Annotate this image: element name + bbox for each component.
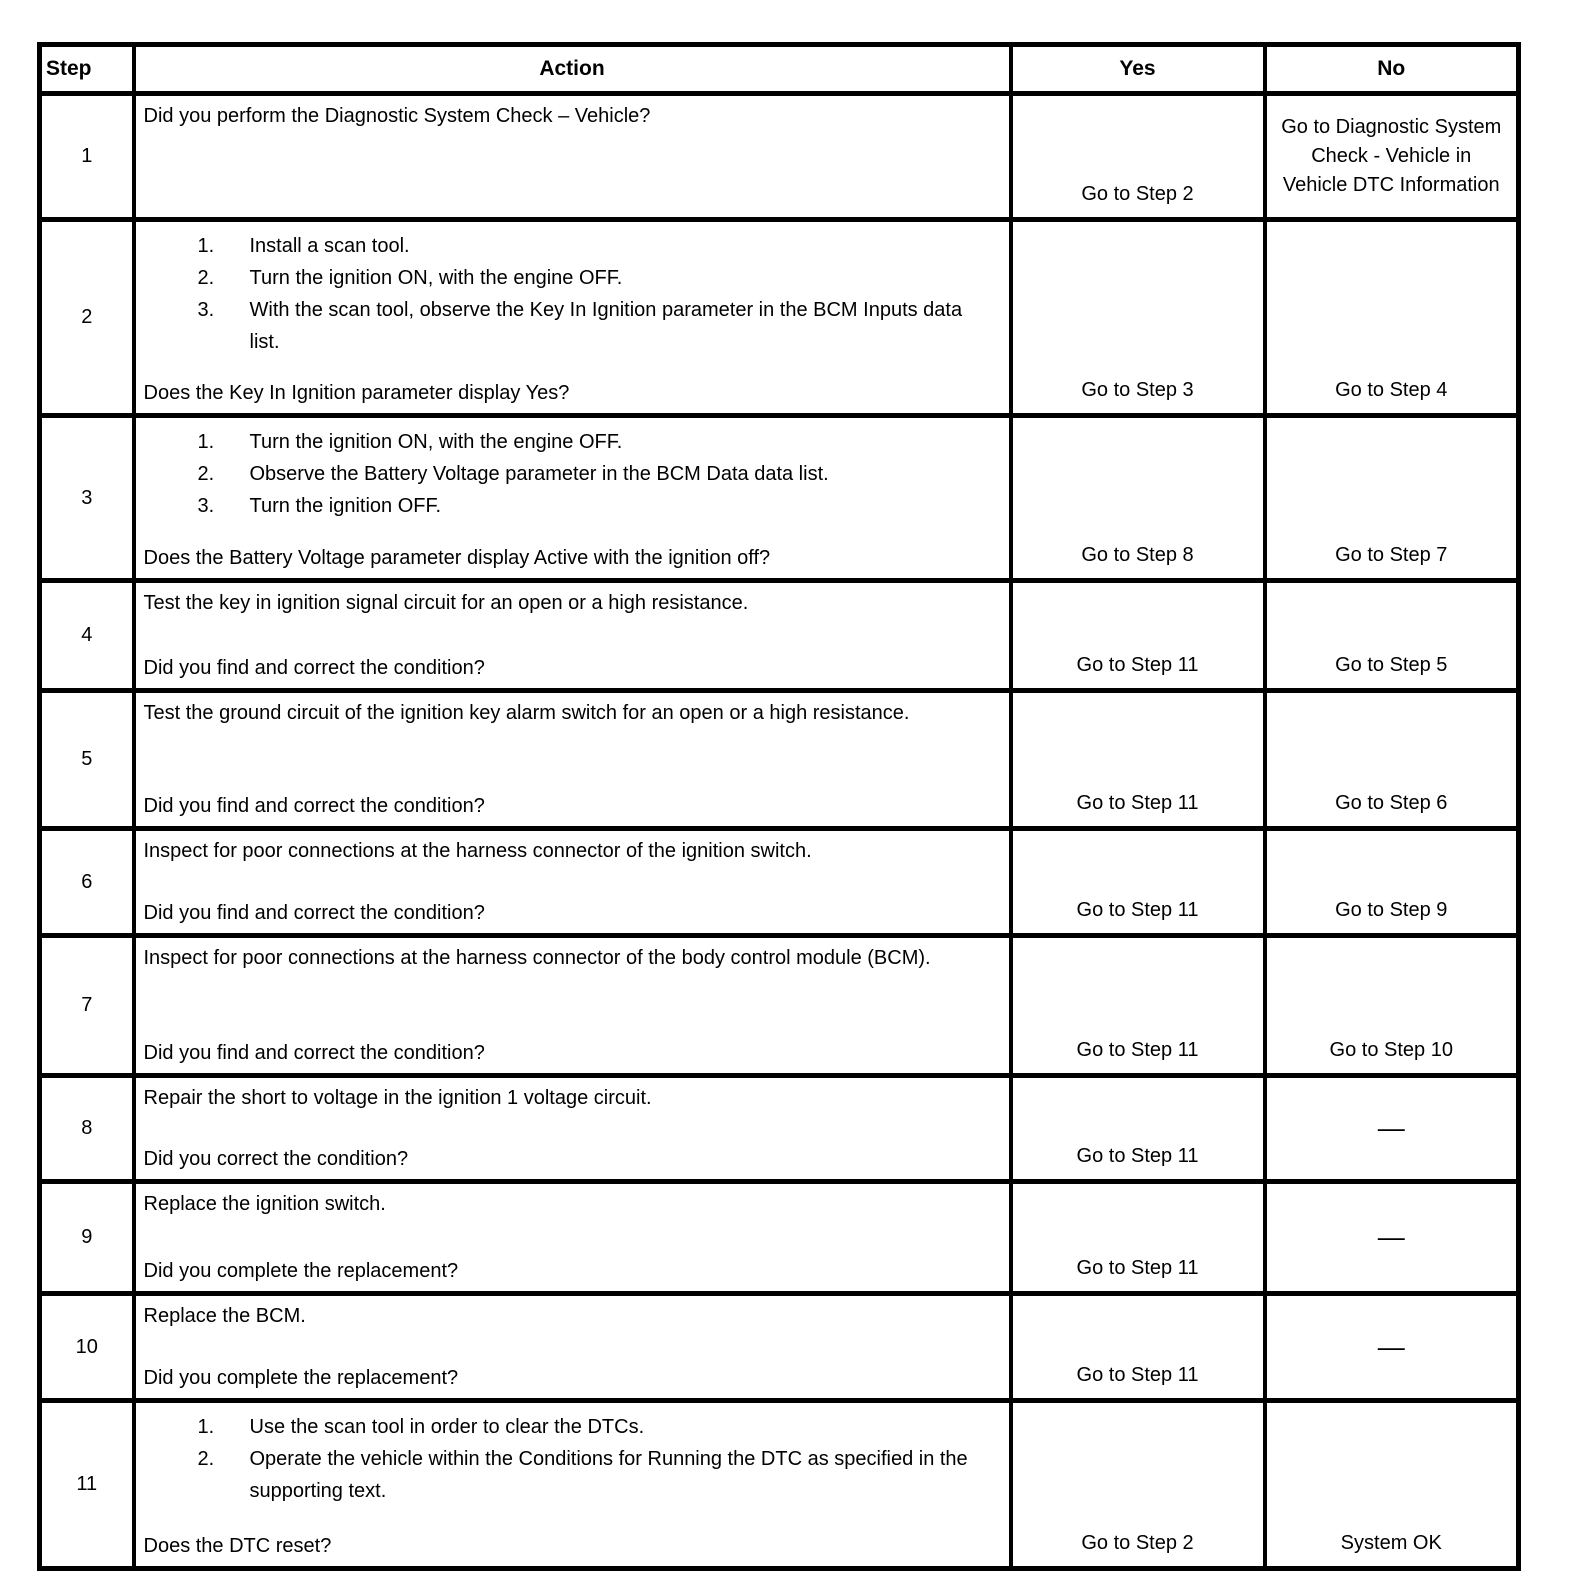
no-value: Go to Step 6 [1335, 792, 1448, 814]
step-number: 4 [81, 624, 93, 646]
list-text: Turn the ignition ON, with the engine OFF. [249, 431, 623, 453]
step-number: 1 [81, 145, 93, 167]
action-description: Did you perform the Diagnostic System Check – Vehicle? [143, 105, 651, 127]
list-text: Install a scan tool. [249, 235, 410, 257]
yes-cell [1011, 1294, 1265, 1401]
list-number: 2. [197, 267, 215, 289]
step-number: 11 [76, 1473, 98, 1495]
table-row [40, 691, 1519, 829]
yes-cell [1011, 1076, 1265, 1182]
action-cell [134, 581, 1011, 691]
no-value: — [1377, 1331, 1405, 1362]
diagnostic-table [37, 42, 1521, 1571]
diagnostic-table-sheet [37, 42, 1521, 1571]
yes-value: Go to Step 2 [1081, 183, 1194, 205]
step-number: 9 [81, 1226, 93, 1248]
action-cell [134, 1182, 1011, 1294]
no-value: Go to Step 7 [1335, 544, 1448, 566]
yes-value: Go to Step 8 [1081, 544, 1194, 566]
yes-cell [1011, 829, 1265, 936]
no-cell [1265, 1401, 1519, 1569]
no-cell [1265, 1076, 1519, 1182]
yes-value: Go to Step 3 [1081, 379, 1194, 401]
action-cell [134, 220, 1011, 416]
action-list-item [144, 262, 1001, 294]
no-cell [1265, 1182, 1519, 1294]
step-number: 8 [81, 1117, 93, 1139]
table-row [40, 1076, 1519, 1182]
action-question: Does the Key In Ignition parameter display Yes? [143, 382, 570, 404]
list-number: 1. [197, 235, 215, 257]
step-cell [40, 220, 134, 416]
column-header-yes: Yes [1011, 45, 1265, 94]
table-row [40, 220, 1519, 416]
table-row [40, 1294, 1519, 1401]
step-number: 10 [75, 1335, 98, 1358]
action-list-item [144, 294, 1001, 358]
action-description: Inspect for poor connections at the harness connector of the body control module (BCM). [143, 947, 931, 969]
step-number: 5 [81, 748, 93, 770]
column-header-no: No [1265, 45, 1519, 94]
action-steps-list [144, 426, 1001, 522]
action-steps-list [144, 1411, 1001, 1507]
yes-value: Go to Step 2 [1081, 1532, 1194, 1554]
action-description: Replace the ignition switch. [143, 1193, 386, 1215]
no-cell [1265, 829, 1519, 936]
action-question: Did you find and correct the condition? [143, 1042, 485, 1064]
no-value: Go to Step 10 [1329, 1039, 1453, 1061]
no-value: — [1377, 1113, 1405, 1143]
action-cell [134, 1076, 1011, 1182]
step-number: 6 [81, 870, 93, 893]
list-text: Observe the Battery Voltage parameter in the BCM Data data list. [249, 463, 829, 485]
action-steps-list [144, 230, 1001, 358]
list-number: 2. [197, 1448, 215, 1470]
no-value: Go to Step 4 [1335, 379, 1448, 401]
step-cell [40, 936, 134, 1076]
step-cell [40, 829, 134, 936]
no-value: Go to Diagnostic System Check - Vehicle in Vehicle DTC Information [1281, 116, 1502, 196]
list-text: Operate the vehicle within the Conditions for Running the DTC as specified in the supporting text. [249, 1448, 968, 1502]
yes-value: Go to Step 11 [1076, 1145, 1199, 1167]
table-row [40, 1182, 1519, 1294]
action-description: Replace the BCM. [143, 1305, 306, 1327]
column-header-step: Step [40, 45, 134, 94]
yes-cell [1011, 220, 1265, 416]
action-cell [134, 416, 1011, 581]
action-question: Does the Battery Voltage parameter display Active with the ignition off? [143, 547, 771, 569]
action-cell [134, 1401, 1011, 1569]
step-cell [40, 1401, 134, 1569]
action-description: Inspect for poor connections at the harness connector of the ignition switch. [143, 840, 812, 862]
yes-cell [1011, 94, 1265, 220]
no-value: Go to Step 5 [1335, 654, 1448, 676]
yes-value: Go to Step 11 [1076, 1364, 1199, 1386]
yes-value: Go to Step 11 [1076, 792, 1199, 814]
action-description: Repair the short to voltage in the ignition 1 voltage circuit. [143, 1087, 652, 1109]
action-description: Test the key in ignition signal circuit for an open or a high resistance. [143, 592, 749, 614]
no-cell [1265, 416, 1519, 581]
no-cell [1265, 220, 1519, 416]
table-header-row [40, 45, 1519, 94]
list-text: Use the scan tool in order to clear the DTCs. [249, 1416, 645, 1438]
action-question: Did you find and correct the condition? [143, 902, 485, 924]
table-row [40, 1401, 1519, 1569]
step-cell [40, 416, 134, 581]
no-cell [1265, 936, 1519, 1076]
yes-value: Go to Step 11 [1076, 654, 1199, 676]
no-value: Go to Step 9 [1335, 899, 1448, 921]
table-row [40, 94, 1519, 220]
yes-cell [1011, 1182, 1265, 1294]
action-question: Does the DTC reset? [143, 1535, 332, 1557]
no-cell [1265, 94, 1519, 220]
action-list-item [144, 458, 1001, 490]
step-number: 7 [81, 994, 93, 1016]
no-value: — [1377, 1222, 1405, 1252]
yes-cell [1011, 936, 1265, 1076]
list-number: 1. [197, 1416, 215, 1438]
action-question: Did you find and correct the condition? [143, 657, 485, 679]
no-cell [1265, 581, 1519, 691]
action-list-item [144, 490, 1001, 522]
yes-cell [1011, 416, 1265, 581]
action-list-item [144, 1443, 1001, 1507]
action-cell [134, 1294, 1011, 1401]
step-cell [40, 691, 134, 829]
action-question: Did you complete the replacement? [143, 1367, 459, 1389]
table-row [40, 936, 1519, 1076]
step-cell [40, 94, 134, 220]
action-cell [134, 936, 1011, 1076]
no-cell [1265, 691, 1519, 829]
action-question: Did you complete the replacement? [143, 1260, 459, 1282]
step-cell [40, 1294, 134, 1401]
step-number: 3 [81, 486, 93, 509]
action-question: Did you find and correct the condition? [143, 795, 485, 817]
yes-value: Go to Step 11 [1076, 1039, 1199, 1061]
action-list-item [144, 1411, 1001, 1443]
yes-cell [1011, 691, 1265, 829]
list-number: 1. [197, 431, 215, 453]
yes-value: Go to Step 11 [1076, 899, 1199, 921]
action-question: Did you correct the condition? [143, 1148, 409, 1170]
action-description: Test the ground circuit of the ignition key alarm switch for an open or a high resistance. [143, 702, 910, 724]
action-cell [134, 829, 1011, 936]
no-cell [1265, 1294, 1519, 1401]
action-list-item [144, 230, 1001, 262]
no-value: System OK [1340, 1532, 1442, 1554]
table-row [40, 416, 1519, 581]
list-number: 3. [197, 299, 215, 321]
yes-cell [1011, 581, 1265, 691]
list-number: 3. [197, 495, 215, 517]
list-number: 2. [197, 463, 215, 485]
action-cell [134, 691, 1011, 829]
step-number: 2 [81, 306, 93, 328]
list-text: Turn the ignition OFF. [249, 495, 442, 517]
step-cell [40, 581, 134, 691]
table-row [40, 829, 1519, 936]
list-text: Turn the ignition ON, with the engine OFF. [249, 267, 623, 289]
column-header-action: Action [134, 45, 1011, 94]
action-cell [134, 94, 1011, 220]
step-cell [40, 1182, 134, 1294]
yes-value: Go to Step 11 [1076, 1257, 1199, 1279]
action-list-item [144, 426, 1001, 458]
yes-cell [1011, 1401, 1265, 1569]
list-text: With the scan tool, observe the Key In Ignition parameter in the BCM Inputs data list. [249, 299, 963, 353]
table-row [40, 581, 1519, 691]
step-cell [40, 1076, 134, 1182]
